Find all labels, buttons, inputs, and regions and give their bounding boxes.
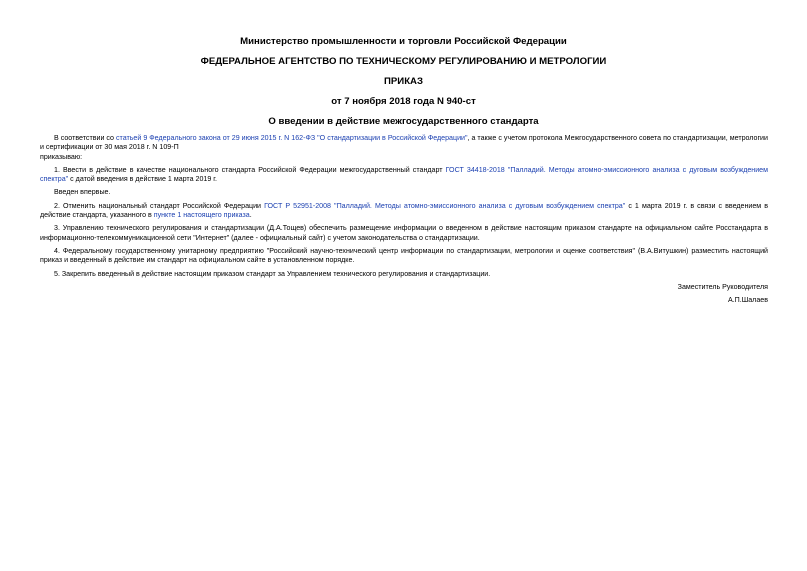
order-body (40, 134, 768, 307)
preamble-text-2: , а также с учетом протокола Межгосударственного совета по стандартизации, метрологии и сертификации от 30 мая 2018 г. N 109-П (40, 134, 768, 152)
ministry-name: Министерство промышленности и торговли Российской Федерации (240, 36, 567, 47)
signature-block (40, 281, 768, 307)
order-heading: ПРИКАЗ (384, 76, 423, 87)
federal-law-link[interactable]: статьей 9 Федерального закона от 29 июня 2015 г. N 162-ФЗ "О стандартизации в Российской Федерации" (115, 134, 468, 142)
item-5-paragraph: 5. Закрепить введенный в действие настоящим приказом стандарт за Управлением технического регулирования и стандартизации. (54, 269, 491, 278)
item-1-paragraph (40, 166, 768, 185)
signatory-name: А.П.Шалаев (727, 295, 768, 304)
introduced-first-note: Введен впервые. (54, 188, 111, 197)
item-2-paragraph (40, 202, 768, 221)
agency-name: ФЕДЕРАЛЬНОЕ АГЕНТСТВО ПО ТЕХНИЧЕСКОМУ РЕГУЛИРОВАНИЮ И МЕТРОЛОГИИ (200, 56, 607, 67)
signatory-position: Заместитель Руководителя (677, 282, 768, 291)
gost-34418-link[interactable]: ГОСТ 34418-2018 "Палладий. Методы атомно-эмиссионного анализа с дуговым возбуждением спектра" (40, 165, 768, 184)
order-title: О введении в действие межгосударственного стандарта (268, 116, 539, 127)
gost-r-52951-link[interactable]: ГОСТ Р 52951-2008 "Палладий. Методы атомно-эмиссионного анализа с дуговым возбуждением спектра" (264, 201, 626, 210)
item-2-text-3: . (249, 211, 252, 220)
preamble-paragraph (40, 134, 768, 153)
order-word: приказываю: (40, 152, 83, 161)
item-1-text-1: 1. Ввести в действие в качестве национального стандарта Российской Федерации межгосударственный стандарт (54, 165, 446, 174)
item-4-paragraph: 4. Федеральному государственному унитарному предприятию "Российский научно-технический центр информации по стандартизации, метрологии и оценке соответствия" (В.А.Витушкин) разместить настоящий приказ и введенный в действие им стандарт на официальном сайте в установленном порядке. (40, 246, 768, 265)
item-3-paragraph: 3. Управлению технического регулирования и стандартизации (Д.А.Тощев) обеспечить размещение информации о введенном в действие настоящим приказом стандарте на официальном сайте Росстандарта в информационно-телекоммуникационной сети "Интернет" (далее - официальный сайт) с учетом законодательства о стандартизации. (40, 224, 768, 242)
item-2-text-1: 2. Отменить национальный стандарт Российской Федерации (54, 201, 265, 210)
item-2-text-2: с 1 марта 2019 г. в связи с введением в действие стандарта, указанного в (40, 201, 768, 220)
order-date: от 7 ноября 2018 года N 940-ст (331, 96, 476, 107)
item-1-reference-link[interactable]: пункте 1 настоящего приказа (153, 211, 250, 220)
preamble-text-1: В соответствии со (54, 134, 116, 142)
item-1-text-2: с датой введения в действие 1 марта 2019 г. (68, 175, 217, 184)
